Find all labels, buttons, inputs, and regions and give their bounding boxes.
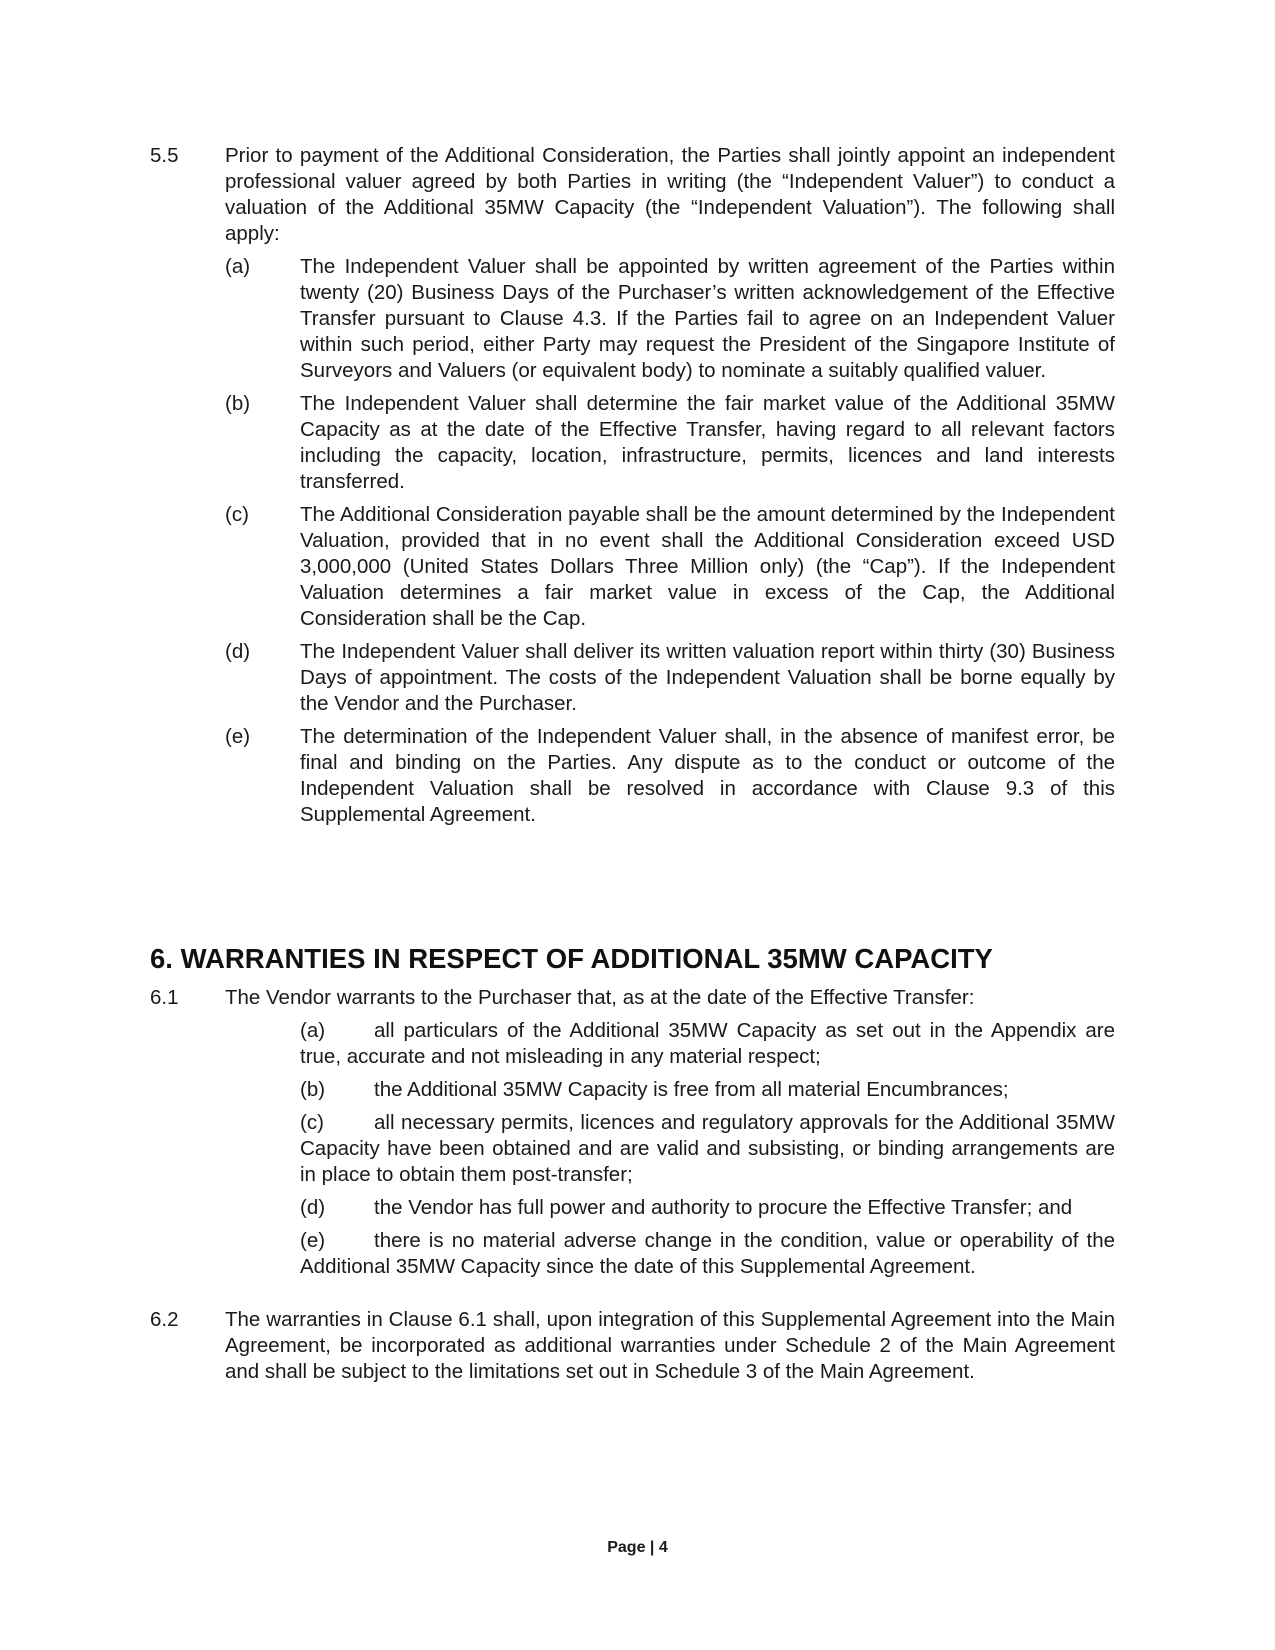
clause-6-1-items	[300, 1018, 1115, 1280]
clause-text: Prior to payment of the Additional Consideration, the Parties shall jointly appoint an independent professional valuer agreed by both Parties in writing (the “Independent Valuer”) to conduct a valuation of the Additional 35MW Capacity (the “Independent Valuation”). The following shall apply:	[225, 144, 1115, 245]
item-label: (c)	[300, 1111, 324, 1134]
item-label: (e)	[225, 725, 251, 748]
clause-number: 5.5	[150, 144, 179, 167]
section-heading: 6. WARRANTIES IN RESPECT OF ADDITIONAL 35MW CAPACITY	[150, 943, 993, 974]
item-label: (d)	[300, 1196, 326, 1219]
clause-number: 6.2	[150, 1308, 179, 1331]
list-item	[225, 502, 1115, 632]
list-item	[300, 1195, 1115, 1221]
list-item	[300, 1228, 1115, 1280]
clause-6-1	[150, 985, 1115, 1287]
item-text: all necessary permits, licences and regulatory approvals for the Additional 35MW Capacity have been obtained and are valid and subsisting, or binding arrangements are in place to obtain them post-transfer;	[300, 1111, 1115, 1186]
item-text: The Independent Valuer shall deliver its written valuation report within thirty (30) Business Days of appointment. The costs of the Independent Valuation shall be borne equally by the Vendor and the Purchaser.	[300, 640, 1115, 715]
page-number: Page | 4	[607, 1539, 668, 1556]
list-item	[225, 639, 1115, 717]
list-item	[300, 1110, 1115, 1188]
item-label: (d)	[225, 640, 251, 663]
item-label: (a)	[300, 1019, 326, 1042]
item-label: (e)	[300, 1229, 326, 1252]
item-text: the Additional 35MW Capacity is free from all material Encumbrances;	[374, 1078, 1009, 1101]
item-text: the Vendor has full power and authority to procure the Effective Transfer; and	[374, 1196, 1073, 1219]
item-label: (b)	[300, 1078, 326, 1101]
item-text: there is no material adverse change in the condition, value or operability of the Additional 35MW Capacity since the date of this Supplemental Agreement.	[300, 1229, 1115, 1278]
item-text: The determination of the Independent Valuer shall, in the absence of manifest error, be final and binding on the Parties. Any dispute as to the conduct or outcome of the Independent Valuation shall be resolved in accordance with Clause 9.3 of this Supplemental Agreement.	[300, 725, 1115, 826]
clause-text: The warranties in Clause 6.1 shall, upon integration of this Supplemental Agreement into the Main Agreement, be incorporated as additional warranties under Schedule 2 of the Main Agreement and shall be subject to the limitations set out in Schedule 3 of the Main Agreement.	[225, 1308, 1115, 1383]
clause-6-2	[150, 1307, 1115, 1385]
item-label: (b)	[225, 392, 251, 415]
item-text: The Independent Valuer shall be appointed by written agreement of the Parties within twenty (20) Business Days of the Purchaser’s written acknowledgement of the Effective Transfer pursuant to Clause 4.3. If the Parties fail to agree on an Independent Valuer within such period, either Party may request the President of the Singapore Institute of Surveyors and Valuers (or equivalent body) to nominate a suitably qualified valuer.	[300, 255, 1115, 382]
list-item	[225, 391, 1115, 495]
item-label: (c)	[225, 503, 249, 526]
clause-5-5	[150, 143, 1115, 835]
list-item	[225, 724, 1115, 828]
item-text: The Additional Consideration payable shall be the amount determined by the Independent Valuation, provided that in no event shall the Additional Consideration exceed USD 3,000,000 (United States Dollars Three Million only) (the “Cap”). If the Independent Valuation determines a fair market value in excess of the Cap, the Additional Consideration shall be the Cap.	[300, 503, 1115, 630]
list-item	[225, 254, 1115, 384]
item-label: (a)	[225, 255, 251, 278]
clause-text: The Vendor warrants to the Purchaser that, as at the date of the Effective Transfer:	[225, 986, 975, 1009]
clause-5-5-items	[225, 254, 1115, 828]
item-text: The Independent Valuer shall determine the fair market value of the Additional 35MW Capacity as at the date of the Effective Transfer, having regard to all relevant factors including the capacity, location, infrastructure, permits, licences and land interests transferred.	[300, 392, 1115, 493]
list-item	[300, 1077, 1115, 1103]
list-item	[300, 1018, 1115, 1070]
clause-number: 6.1	[150, 986, 179, 1009]
item-text: all particulars of the Additional 35MW Capacity as set out in the Appendix are true, accurate and not misleading in any material respect;	[300, 1019, 1115, 1068]
